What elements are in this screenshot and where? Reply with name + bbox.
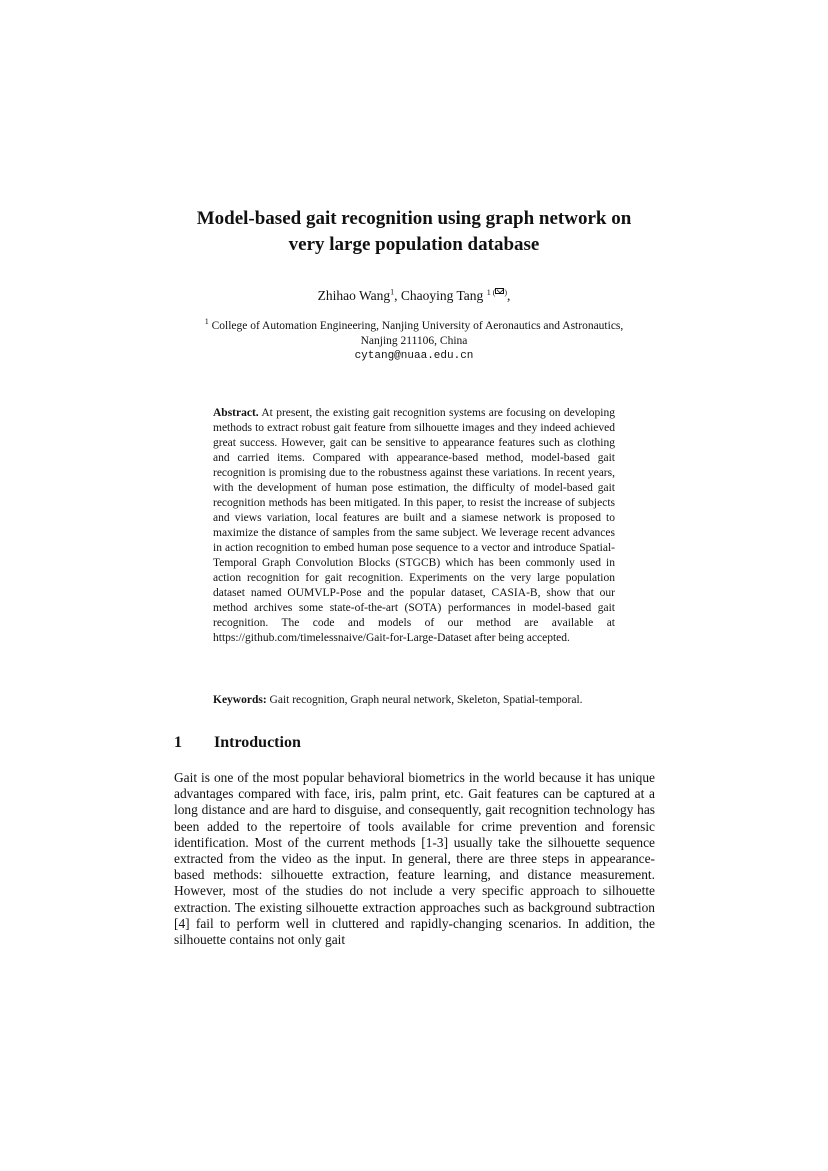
affiliation-line-2: Nanjing 211106, China: [360, 335, 468, 347]
abstract-label: Abstract.: [213, 407, 259, 419]
introduction-paragraph: Gait is one of the most popular behavioral biometrics in the world because it has unique advantages compared with face, iris, palm print, etc. Gait features can be captured at a long distance and are hard to disguise, and consequently, gait recognition technology has been added to the repertoire of tools available for crime prevention and forensic identification. Most of the current methods [1-3] usually take the silhouette sequence extracted from the video as the input. In general, there are three steps in appearance-based methods: silhouette extraction, feature learning, and distance measurement. However, most of the studies do not include a very specific approach to silhouette extraction. The existing silhouette extraction approaches such as background subtraction [4] fail to perform well in cluttered and rapidly-changing scenarios. In addition, the silhouette contains not only gait: [174, 770, 655, 948]
paper-title: [120, 206, 708, 258]
abstract-text: At present, the existing gait recognition systems are focusing on developing methods to extract robust gait feature from silhouette images and they indeed achieved great success. However, gait can be sensitive to appearance features such as clothing and carried items. Compared with appearance-based method, model-based gait recognition is promising due to the robustness against these variations. In recent years, with the development of human pose estimation, the difficulty of model-based gait recognition methods has been mitigated. In this paper, to resist the increase of subjects and views variation, local features are built and a siamese network is proposed to maximize the distance of samples from the same subject. We leverage recent advances in action recognition to embed human pose sequence to a vector and introduce Spatial-Temporal Graph Convolution Blocks (STGCB) which has been commonly used in action recognition for gait recognition. Experiments on the very large population dataset named OUMVLP-Pose and the popular dataset, CASIA-B, show that our method archives some state-of-the-art (SOTA) performances in model-based gait recognition. The code and models of our method are available at https://github.com/timelessnaive/Gait-for-Large-Dataset after being accepted.: [213, 407, 615, 644]
keywords-label: Keywords:: [213, 694, 267, 706]
title-line-1: Model-based gait recognition using graph network on: [196, 208, 632, 229]
keywords: [213, 693, 615, 708]
author-2-sup-close: ): [504, 287, 508, 297]
author-1-affiliation-mark: 1: [390, 287, 395, 297]
author-separator: ,: [394, 288, 401, 303]
title-line-2: very large population database: [288, 234, 540, 255]
author-2-affiliation-mark: [487, 288, 507, 297]
contact-email: cytang@nuaa.edu.cn: [354, 350, 474, 362]
author-2-sup-text: 1 (: [486, 287, 496, 297]
section-heading-introduction: [174, 733, 301, 753]
author-1: Zhihao Wang: [317, 288, 391, 303]
author-trailing-comma: ,: [507, 288, 511, 303]
author-2: Chaoying Tang: [400, 288, 484, 303]
envelope-icon: [495, 288, 504, 294]
affiliation-mark: 1: [204, 317, 209, 327]
affiliation-block: [150, 319, 678, 364]
section-title: Introduction: [214, 734, 301, 751]
section-number: 1: [174, 734, 182, 751]
abstract: [213, 406, 615, 646]
author-list: [120, 287, 708, 305]
affiliation-text-1: College of Automation Engineering, Nanjing University of Aeronautics and Astronautics,: [211, 320, 624, 332]
keywords-text: Gait recognition, Graph neural network, Skeleton, Spatial-temporal.: [266, 694, 583, 706]
affiliation-line-1: [150, 319, 678, 334]
